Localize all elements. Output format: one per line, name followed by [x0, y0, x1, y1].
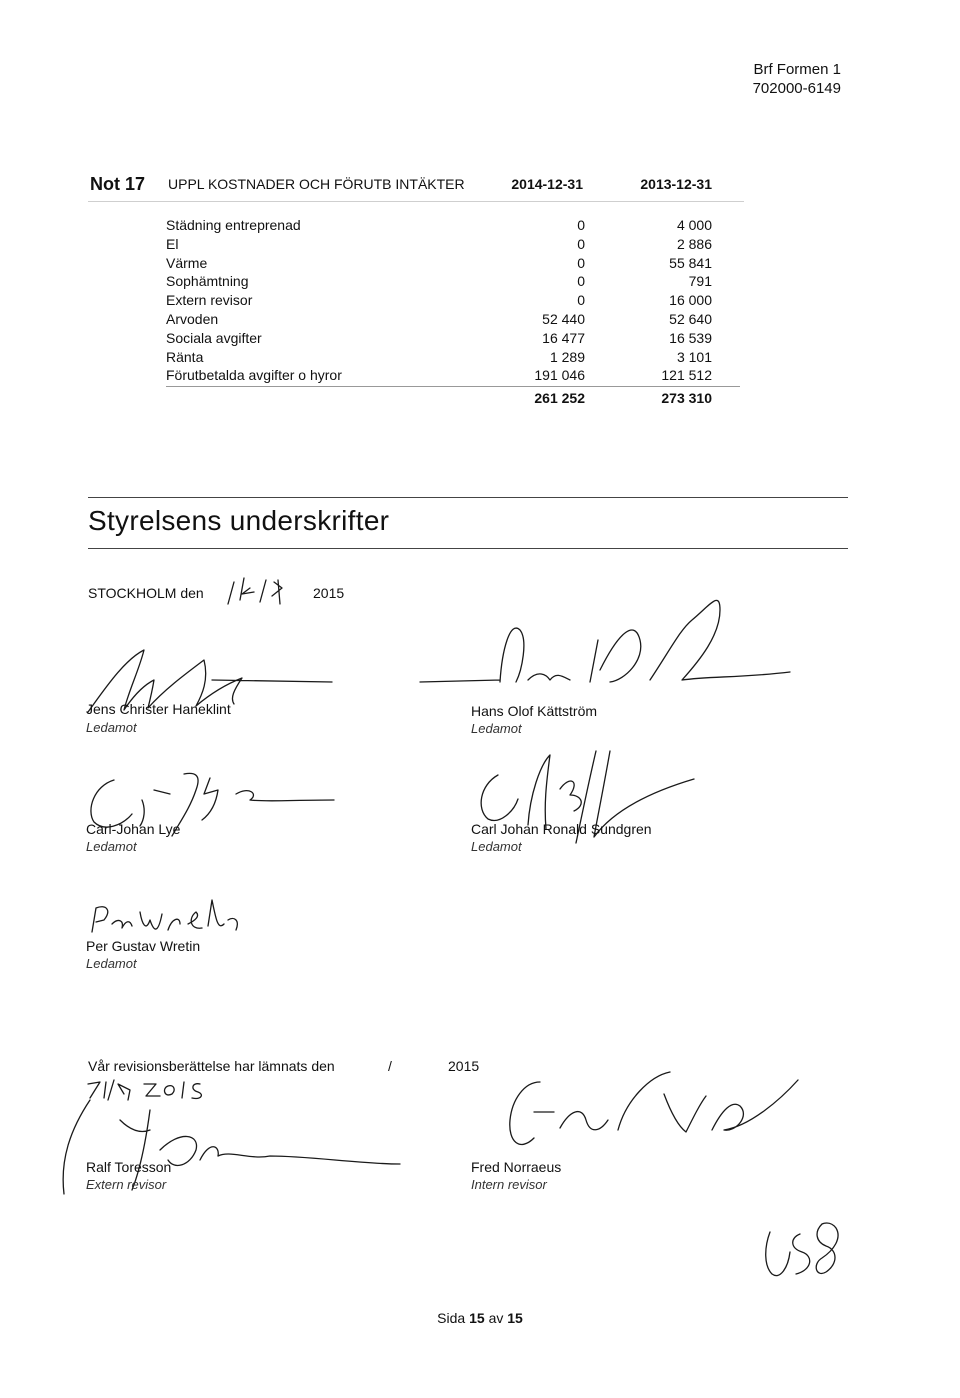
table-row	[166, 235, 716, 254]
audit-year: 2015	[448, 1058, 480, 1074]
value-2014: 0	[577, 292, 585, 309]
table-row	[166, 366, 716, 385]
total-divider	[166, 386, 740, 387]
signature-norraeus	[500, 1070, 800, 1155]
note-number: Not 17	[90, 174, 146, 194]
member-name: Carl Johan Ronald Sundgren	[471, 821, 652, 837]
value-2014: 0	[577, 217, 585, 233]
column-header-2013: 2013-12-31	[640, 176, 712, 192]
member-role: Ledamot	[471, 839, 522, 854]
value-2013: 791	[688, 273, 712, 290]
signing-place: STOCKHOLM den	[88, 585, 204, 601]
auditor-role: Intern revisor	[471, 1177, 547, 1192]
handwritten-date	[222, 574, 292, 614]
page-prefix: Sida	[437, 1310, 466, 1326]
org-number: 702000-6149	[752, 80, 841, 97]
auditor-name: Ralf Toresson	[86, 1159, 172, 1175]
row-label: Förutbetalda avgifter o hyror	[166, 367, 342, 384]
row-label: Sociala avgifter	[166, 329, 262, 346]
member-name: Carl-Johan Lye	[86, 821, 181, 837]
member-name: Hans Olof Kättström	[471, 703, 598, 719]
section-top-rule	[88, 497, 848, 498]
row-label: Värme	[166, 254, 208, 271]
table-row	[166, 272, 716, 291]
value-2013: 55 841	[669, 254, 712, 271]
auditor-name: Fred Norraeus	[471, 1159, 562, 1175]
row-label: Sophämtning	[166, 273, 249, 290]
value-2013: 2 886	[676, 235, 712, 252]
section-title: Styrelsens underskrifter	[88, 505, 390, 536]
value-2014: 0	[577, 254, 585, 271]
note-title: UPPL KOSTNADER OCH FÖRUTB INTÄKTER	[168, 176, 465, 192]
note-table	[166, 216, 716, 385]
page-indicator	[0, 1310, 960, 1326]
audit-statement: Vår revisionsberättelse har lämnats den	[88, 1058, 335, 1074]
member-role: Ledamot	[471, 721, 522, 736]
row-label: El	[166, 235, 179, 252]
value-2014: 16 477	[542, 329, 585, 346]
member-role: Ledamot	[86, 720, 137, 735]
signing-year: 2015	[313, 585, 345, 601]
value-2013: 4 000	[676, 217, 712, 233]
page-total: 15	[507, 1310, 523, 1326]
member-role: Ledamot	[86, 956, 137, 971]
total-2014: 261 252	[534, 390, 585, 406]
total-2013: 273 310	[661, 390, 712, 406]
value-2013: 16 539	[669, 329, 712, 346]
value-2013: 121 512	[661, 367, 712, 384]
page-current: 15	[469, 1310, 485, 1326]
value-2013: 3 101	[676, 348, 712, 365]
row-label: Arvoden	[166, 310, 219, 327]
org-name: Brf Formen 1	[753, 61, 841, 78]
table-row	[166, 291, 716, 310]
member-name: Jens Christer Haneklint	[86, 701, 231, 717]
column-header-2014: 2014-12-31	[511, 176, 583, 192]
signature-wretin	[84, 890, 254, 940]
handwritten-initials	[760, 1218, 860, 1293]
total-row	[166, 388, 716, 408]
row-label: Extern revisor	[166, 292, 253, 309]
audit-separator: /	[388, 1058, 392, 1074]
table-row	[166, 329, 716, 348]
row-label: Städning entreprenad	[166, 217, 301, 233]
member-role: Ledamot	[86, 839, 137, 854]
section-bottom-rule	[88, 548, 848, 549]
table-row	[166, 216, 716, 235]
value-2014: 0	[577, 235, 585, 252]
member-name: Per Gustav Wretin	[86, 938, 201, 954]
row-label: Ränta	[166, 348, 204, 365]
page-mid: av	[488, 1310, 504, 1326]
table-row	[166, 254, 716, 273]
value-2014: 191 046	[534, 367, 585, 384]
value-2013: 52 640	[669, 310, 712, 327]
auditor-role: Extern revisor	[86, 1177, 167, 1192]
table-row	[166, 310, 716, 329]
value-2014: 52 440	[542, 310, 585, 327]
signature-kattstrom	[420, 590, 790, 700]
value-2014: 1 289	[549, 348, 585, 365]
table-row	[166, 348, 716, 367]
value-2014: 0	[577, 273, 585, 290]
value-2013: 16 000	[669, 292, 712, 309]
header-divider	[88, 201, 744, 202]
document-header	[753, 60, 841, 98]
